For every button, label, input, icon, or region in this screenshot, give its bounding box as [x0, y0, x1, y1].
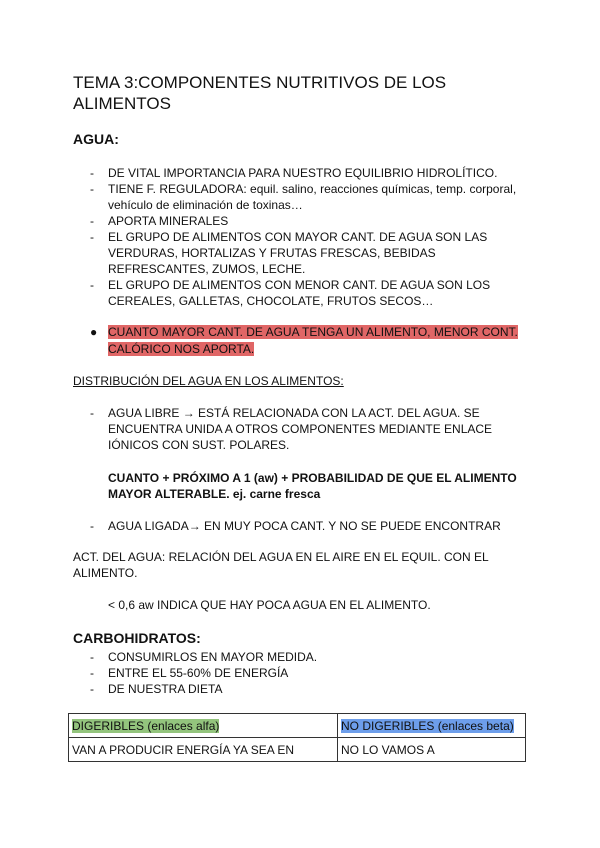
highlighted-text: CUANTO MAYOR CANT. DE AGUA TENGA UN ALIMENTO, MENOR CONT. CALÓRICO NOS APORTA.	[108, 325, 518, 356]
act-agua-definition: ACT. DEL AGUA: RELACIÓN DEL AGUA EN EL AIRE EN EL EQUIL. CON EL ALIMENTO.	[73, 550, 489, 580]
list-item: - AGUA LIGADA→ EN MUY POCA CANT. Y NO SE PUEDE ENCONTRAR	[88, 518, 528, 534]
page-title: TEMA 3:COMPONENTES NUTRITIVOS DE LOS ALIMENTOS	[73, 73, 447, 113]
table-row	[69, 714, 526, 738]
distribucion-list-2	[88, 518, 528, 534]
agua-list	[88, 165, 528, 309]
header-digeribles: DIGERIBLES (enlaces alfa)	[72, 718, 220, 733]
subheading-distribucion: DISTRIBUCIÓN DEL AGUA EN LOS ALIMENTOS:	[73, 374, 344, 388]
list-item: - DE NUESTRA DIETA	[88, 681, 528, 697]
list-item: - APORTA MINERALES	[88, 213, 528, 229]
list-item: - AGUA LIBRE → ESTÁ RELACIONADA CON LA ACT. DEL AGUA. SE ENCUENTRA UNIDA A OTROS COMPONENTES MEDIANTE ENLACE IÓNICOS CON SUST. POLARES.	[88, 405, 528, 453]
section-heading-carbohidratos: CARBOHIDRATOS:	[73, 630, 201, 646]
distribucion-list-1	[88, 405, 528, 453]
bullet-icon: ●	[90, 325, 98, 339]
list-item: - EL GRUPO DE ALIMENTOS CON MENOR CANT. DE AGUA SON LOS CEREALES, GALLETAS, CHOCOLATE, FRUTOS SECOS…	[88, 277, 528, 309]
table-cell	[338, 714, 526, 738]
table-cell: VAN A PRODUCIR ENERGÍA YA SEA EN	[69, 738, 338, 762]
table-cell: NO LO VAMOS A	[338, 738, 526, 762]
list-item: - DE VITAL IMPORTANCIA PARA NUESTRO EQUILIBRIO HIDROLÍTICO.	[88, 165, 528, 181]
carbohidratos-list	[88, 649, 528, 697]
header-no-digeribles: NO DIGERIBLES (enlaces beta)	[341, 718, 514, 733]
table-row	[69, 738, 526, 762]
bold-note: CUANTO + PRÓXIMO A 1 (aw) + PROBABILIDAD DE QUE EL ALIMENTO MAYOR ALTERABLE. ej. carne fresca	[108, 471, 517, 501]
table-cell	[69, 714, 338, 738]
list-item: - ENTRE EL 55-60% DE ENERGÍA	[88, 665, 528, 681]
list-item: - CONSUMIRLOS EN MAYOR MEDIDA.	[88, 649, 528, 665]
aw-note: < 0,6 aw INDICA QUE HAY POCA AGUA EN EL ALIMENTO.	[108, 598, 431, 612]
carbohydrate-table	[68, 713, 526, 762]
list-item: - EL GRUPO DE ALIMENTOS CON MAYOR CANT. DE AGUA SON LAS VERDURAS, HORTALIZAS Y FRUTAS FRESCAS, BEBIDAS REFRESCANTES, ZUMOS, LECHE.	[88, 229, 528, 277]
section-heading-agua: AGUA:	[73, 131, 119, 147]
list-item: - TIENE F. REGULADORA: equil. salino, reacciones químicas, temp. corporal, vehículo de eliminación de toxinas…	[88, 181, 528, 213]
highlighted-note	[88, 324, 528, 358]
